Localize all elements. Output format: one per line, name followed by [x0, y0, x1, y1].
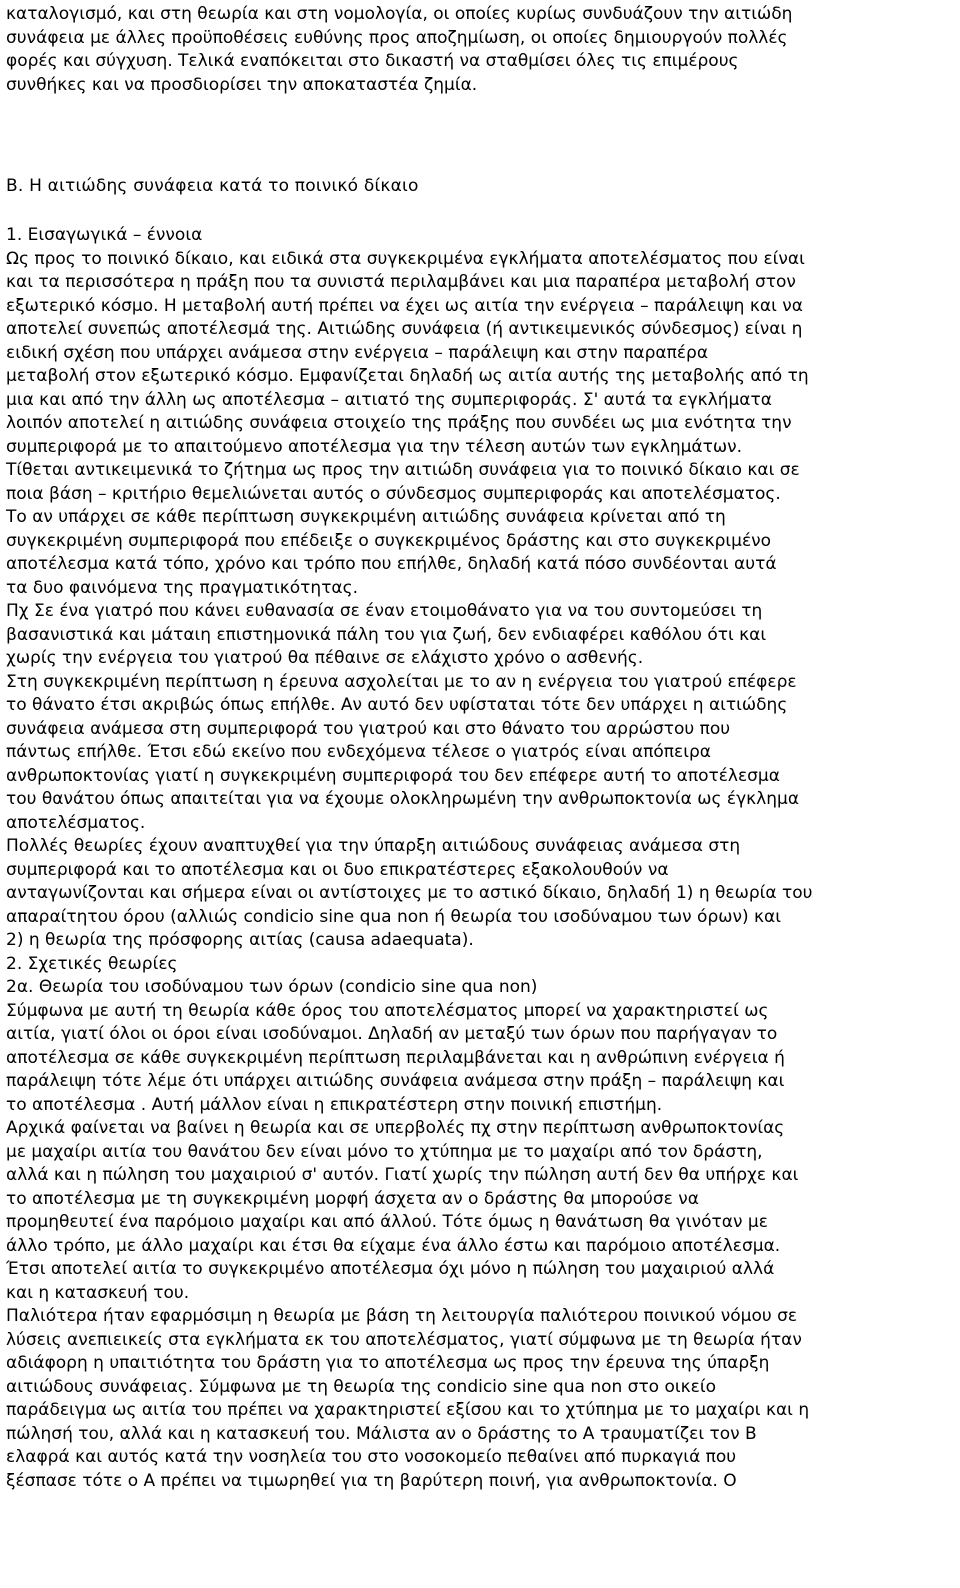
text-line: ξέσπασε τότε ο Α πρέπει να τιμωρηθεί για τη βαρύτερη ποινή, για ανθρωποκτονία. Ο	[6, 1470, 737, 1491]
text-line: συμπεριφορά και το αποτέλεσμα και οι δυο επικρατέστερες εξακολουθούν να	[6, 859, 669, 880]
text-line: αιτιώδους συνάφειας. Σύμφωνα με τη θεωρία της condicio sine qua non στο οικείο	[6, 1376, 716, 1397]
text-line: πάντως επήλθε. Έτσι εδώ εκείνο που ενδεχόμενα τέλεσε ο γιατρός είναι απόπειρα	[6, 742, 711, 762]
text-line: ελαφρά και αυτός κατά την νοσηλεία του στο νοσοκομείο πεθαίνει από πυρκαγιά που	[6, 1447, 737, 1467]
text-line: αποτέλεσμα σε κάθε συγκεκριμένη περίπτωση περιλαμβάνεται και η ανθρώπινη ενέργεια ή	[6, 1047, 785, 1068]
text-line: το θάνατο έτσι ακριβώς όπως επήλθε. Αν αυτό δεν υφίσταται τότε δεν υπάρχει η αιτιώδης	[6, 695, 788, 715]
text-line: του θανάτου όπως απαιτείται για να έχουμε ολοκληρωμένη την ανθρωποκτονία ως έγκλημα	[6, 789, 800, 809]
text-line: Πχ Σε ένα γιατρό που κάνει ευθανασία σε έναν ετοιμοθάνατο για να του συντομεύσει τη	[6, 601, 763, 621]
text-line: ποια βάση – κριτήριο θεμελιώνεται αυτός ο σύνδεσμος συμπεριφοράς και αποτελέσματος.	[6, 483, 781, 504]
text-line: φορές και σύγχυση. Τελικά εναπόκειται στο δικαστή να σταθμίσει όλες τις επιμέρους	[6, 51, 739, 71]
text-line: συμπεριφορά με το απαιτούμενο αποτέλεσμα για την τέλεση αυτών των εγκλημάτων.	[6, 436, 742, 457]
text-line: αποτέλεσμα κατά τόπο, χρόνο και τρόπο που επήλθε, δηλαδή κατά πόσο συνδέονται αυτά	[6, 554, 777, 574]
subheading-line: 2. Σχετικές θεωρίες	[6, 953, 178, 974]
text-line: το αποτέλεσμα με τη συγκεκριμένη μορφή άσχετα αν ο δράστης θα μπορούσε να	[6, 1188, 699, 1209]
text-line: και τα περισσότερα η πράξη που τα συνιστά περιλαμβάνει και μια παραπέρα μεταβολή στον	[6, 272, 796, 292]
text-line: ανθρωποκτονίας γιατί η συγκεκριμένη συμπεριφορά του δεν επέφερε αυτή το αποτέλεσμα	[6, 765, 780, 786]
text-line: συνθήκες και να προσδιορίσει την αποκαταστέα ζημία.	[6, 74, 478, 95]
section-heading: B. Η αιτιώδης συνάφεια κατά το ποινικό δίκαιο	[6, 176, 419, 196]
text-line: 2) η θεωρία της πρόσφορης αιτίας (causa adaequata).	[6, 930, 474, 950]
text-line: ειδική σχέση που υπάρχει ανάμεσα στην ενέργεια – παράλειψη και στην παραπέρα	[6, 342, 709, 363]
text-line: άλλο τρόπο, με άλλο μαχαίρι και έτσι θα είχαμε ένα άλλο έστω και παρόμοιο αποτέλεσμα.	[6, 1235, 781, 1256]
text-line: αποτελεί συνεπώς αποτέλεσμά της. Αιτιώδης συνάφεια (ή αντικειμενικός σύνδεσμος) είναι η	[6, 319, 803, 339]
text-line: προμηθευτεί ένα παρόμοιο μαχαίρι και από άλλού. Τότε όμως η θανάτωση θα γινόταν με	[6, 1212, 768, 1232]
text-line: 1. Εισαγωγικά – έννοια	[6, 225, 203, 245]
text-line: μια και από την άλλη ως αποτέλεσμα – αιτιατό της συμπεριφοράς. Σ' αυτά τα εγκλήματα	[6, 389, 772, 410]
text-line: Παλιότερα ήταν εφαρμόσιμη η θεωρία με βάση τη λειτουργία παλιότερου ποινικού νόμου σε	[6, 1306, 798, 1326]
body-text	[6, 224, 958, 1517]
text-line: Πολλές θεωρίες έχουν αναπτυχθεί για την ύπαρξη αιτιώδους συνάφειας ανάμεσα στη	[6, 836, 741, 856]
text-line: λοιπόν αποτελεί η αιτιώδης συνάφεια στοιχείο της πράξης που συνδέει ως μια ενότητα την	[6, 413, 792, 433]
text-line: μεταβολή στον εξωτερικό κόσμο. Εμφανίζεται δηλαδή ως αιτία αυτής της μεταβολής από τη	[6, 366, 809, 386]
text-line: ανταγωνίζονται και σήμερα είναι οι αντίστοιχες με το αστικό δίκαιο, δηλαδή 1) η θεωρία του	[6, 883, 813, 903]
text-line: συνάφεια με άλλες προϋποθέσεις ευθύνης προς αποζημίωση, οι οποίες δημιουργούν πολλές	[6, 27, 788, 48]
text-line: συνάφεια ανάμεσα στη συμπεριφορά του γιατρού και στο θάνατο του αρρώστου που	[6, 718, 731, 739]
text-line: Έτσι αποτελεί αιτία το συγκεκριμένο αποτέλεσμα όχι μόνο η πώληση του μαχαιριού αλλά	[6, 1259, 775, 1279]
text-line: βασανιστικά και μάταιη επιστημονικά πάλη του για ζωή, δεν ενδιαφέρει καθόλου ότι και	[6, 624, 767, 645]
text-line: και η κατασκευή του.	[6, 1282, 190, 1303]
text-line: πώλησή του, αλλά και η κατασκευή του. Μάλιστα αν ο δράστης το Α τραυματίζει τον Β	[6, 1423, 757, 1444]
text-line: εξωτερικό κόσμο. Η μεταβολή αυτή πρέπει να έχει ως αιτία την ενέργεια – παράλειψη και να	[6, 295, 803, 316]
subheading-line: 2α. Θεωρία του ισοδύναμου των όρων (condicio sine qua non)	[6, 977, 538, 997]
text-line: με μαχαίρι αιτία του θανάτου δεν είναι μόνο το χτύπημα με το μαχαίρι από τον δράστη,	[6, 1141, 763, 1162]
text-line: καταλογισμό, και στη θεωρία και στη νομολογία, οι οποίες κυρίως συνδυάζουν την αιτιώδη	[6, 4, 793, 24]
text-line: αλλά και η πώληση του μαχαιριού σ' αυτόν. Γιατί χωρίς την πώληση αυτή δεν θα υπήρχε και	[6, 1165, 799, 1185]
text-line: παράλειψη τότε λέμε ότι υπάρχει αιτιώδης συνάφεια ανάμεσα στην πράξη – παράλειψη και	[6, 1071, 785, 1091]
text-line: αδιάφορη η υπαιτιότητα του δράστη για το αποτέλεσμα ως προς την έρευνα της ύπαρξη	[6, 1353, 770, 1373]
text-line: συγκεκριμένη συμπεριφορά που επέδειξε ο συγκεκριμένος δράστης και στο συγκεκριμένο	[6, 530, 772, 551]
text-line: απαραίτητου όρου (αλλιώς condicio sine qua non ή θεωρία του ισοδύναμου των όρων) και	[6, 906, 781, 927]
text-line: αιτία, γιατί όλοι οι όροι είναι ισοδύναμοι. Δηλαδή αν μεταξύ των όρων που παρήγαγαν το	[6, 1024, 778, 1044]
text-line: αποτελέσματος.	[6, 812, 146, 833]
text-line: λύσεις ανεπιεικείς στα εγκλήματα εκ του αποτελέσματος, γιατί σύμφωνα με τη θεωρία ήταν	[6, 1329, 802, 1350]
text-line: το αποτέλεσμα . Αυτή μάλλον είναι η επικρατέστερη στην ποινική επιστήμη.	[6, 1094, 663, 1115]
text-line: Αρχικά φαίνεται να βαίνει η θεωρία και σε υπερβολές πχ στην περίπτωση ανθρωποκτονίας	[6, 1118, 785, 1138]
text-line: Ως προς το ποινικό δίκαιο, και ειδικά στα συγκεκριμένα εγκλήματα αποτελέσματος που είναι	[6, 248, 805, 269]
text-line: Σύμφωνα με αυτή τη θεωρία κάθε όρος του αποτελέσματος μπορεί να χαρακτηριστεί ως	[6, 1000, 769, 1021]
text-line: Στη συγκεκριμένη περίπτωση η έρευνα ασχολείται με το αν η ενέργεια του γιατρού επέφερε	[6, 671, 797, 692]
intro-paragraph	[6, 3, 958, 97]
text-line: Τίθεται αντικειμενικά το ζήτημα ως προς την αιτιώδη συνάφεια για το ποινικό δίκαιο και σε	[6, 460, 800, 480]
text-line: Το αν υπάρχει σε κάθε περίπτωση συγκεκριμένη αιτιώδης συνάφεια κρίνεται από τη	[6, 507, 726, 527]
text-line: τα δυο φαινόμενα της πραγματικότητας.	[6, 577, 359, 598]
text-line	[6, 1493, 958, 1517]
text-line: παράδειγμα ως αιτία του πρέπει να χαρακτηριστεί εξίσου και το χτύπημα με το μαχαίρι και η	[6, 1400, 810, 1420]
text-line: χωρίς την ενέργεια του γιατρού θα πέθαινε σε ελάχιστο χρόνο ο ασθενής.	[6, 648, 644, 668]
